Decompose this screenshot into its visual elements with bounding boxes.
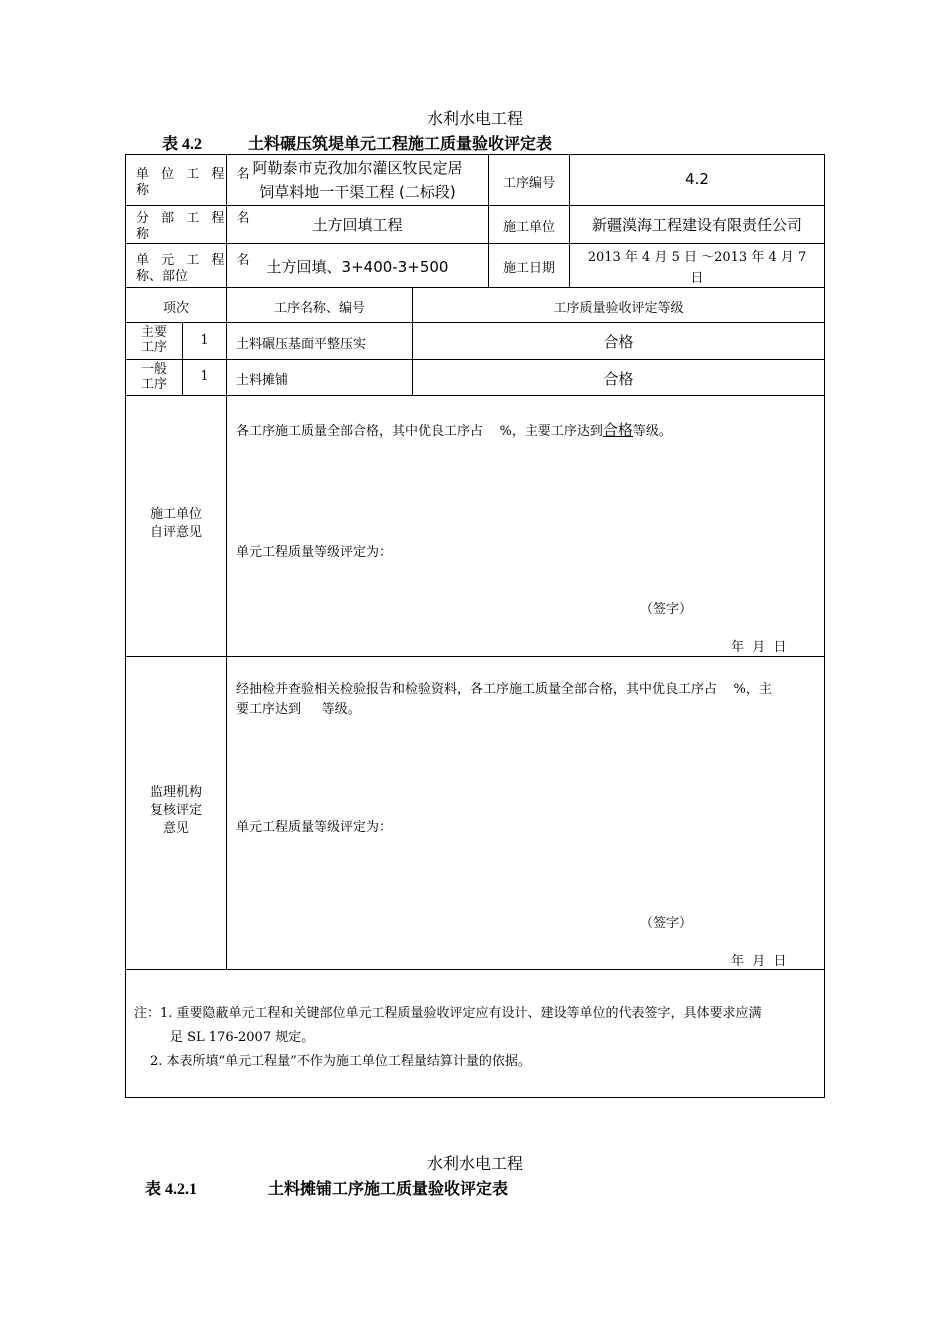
supervision-opinion-label: 监理机构: [149, 785, 202, 800]
note-2: 2. 本表所填“单元工程量”不作为施工单位工程量结算计量的依据。: [150, 1054, 531, 1069]
supervision-opinion-label-2: 复核评定: [149, 803, 202, 818]
row-process-name: 土料摊铺: [236, 373, 289, 388]
construction-date-value-2: 日: [690, 271, 704, 286]
element-value: 土方回填、3+400-3+500: [266, 258, 449, 276]
supervision-opinion-label-3: 意见: [162, 821, 189, 836]
construction-signature: （签字）: [640, 602, 693, 617]
row-number: 1: [200, 369, 209, 384]
page2-header: 水利水电工程: [426, 1154, 523, 1173]
construction-date: 年 月 日: [731, 640, 787, 655]
row-grade: 合格: [603, 370, 634, 388]
supervision-opinion-text: [236, 678, 772, 697]
construction-grade-value: 合格: [602, 421, 633, 439]
note-1: 注：1. 重要隐蔽单元工程和关键部位单元工程质量验收评定应有设计、建设等单位的代表签字，具体要求应满: [134, 1006, 762, 1021]
supervision-text-l1b: %，主: [733, 682, 772, 697]
construction-date-label: 施工日期: [502, 261, 555, 276]
construction-date-value: 2013 年 4 月 5 日 ～2013 年 4 月 7: [587, 250, 807, 265]
row-category-2: 工序: [140, 340, 167, 355]
construction-verdict: 单元工程质量等级评定为：: [236, 545, 393, 560]
unit-project-value-2: 饲草料地一干渠工程 (二标段): [259, 183, 456, 201]
supervision-text-l1a: 经抽检并查验相关检验报告和检验资料，各工序施工质量全部合格，其中优良工序占: [236, 682, 718, 697]
division-project-value: 土方回填工程: [312, 216, 403, 234]
unit-project-label: 单 位 工 程 名: [136, 167, 254, 182]
unit-project-label-2: 称: [136, 183, 150, 198]
division-project-label: 分 部 工 程 名: [136, 211, 254, 226]
unit-project-value: 阿勒泰市克孜加尔灌区牧民定居: [252, 159, 463, 177]
supervision-opinion-text-2: 要工序达到 等级。: [236, 702, 361, 717]
contractor-label: 施工单位: [502, 220, 555, 235]
row-process-name: 土料碾压基面平整压实: [236, 337, 367, 352]
element-label: 单 元 工 程 名: [136, 253, 254, 268]
construction-opinion-text: [236, 419, 672, 440]
process-number-label: 工序编号: [502, 176, 555, 191]
note-1-cont: 足 SL 176-2007 规定。: [170, 1030, 315, 1045]
element-label-2: 称、部位: [136, 269, 189, 284]
row-category: 一般: [140, 362, 167, 377]
page-header: 水利水电工程: [426, 109, 523, 128]
row-grade: 合格: [603, 333, 634, 351]
supervision-verdict: 单元工程质量等级评定为：: [236, 820, 393, 835]
contractor-value: 新疆漠海工程建设有限责任公司: [591, 216, 802, 234]
grade-column-header: 工序质量验收评定等级: [553, 301, 684, 316]
construction-pct: %，主要工序达到: [499, 424, 603, 439]
row-category-2: 工序: [140, 377, 167, 392]
row-number: 1: [200, 333, 209, 348]
item-column-header: 项次: [162, 301, 189, 316]
table-title: 土料碾压筑堤单元工程施工质量验收评定表: [248, 136, 553, 153]
process-number-value: 4.2: [685, 170, 709, 188]
page2-table-number: 表 4.2.1: [145, 1181, 198, 1198]
supervision-date: 年 月 日: [731, 954, 787, 969]
table-number: 表 4.2: [162, 136, 203, 153]
construction-text-after: 等级。: [632, 424, 672, 439]
construction-opinion-label: 施工单位: [149, 507, 202, 522]
construction-text-before: 各工序施工质量全部合格，其中优良工序占: [236, 424, 484, 439]
row-category: 主要: [140, 325, 167, 340]
supervision-signature: （签字）: [640, 916, 693, 931]
page2-table-title: 土料摊铺工序施工质量验收评定表: [268, 1181, 509, 1198]
process-column-header: 工序名称、编号: [273, 301, 365, 316]
division-project-label-2: 称: [136, 227, 150, 242]
construction-opinion-label-2: 自评意见: [149, 525, 202, 540]
